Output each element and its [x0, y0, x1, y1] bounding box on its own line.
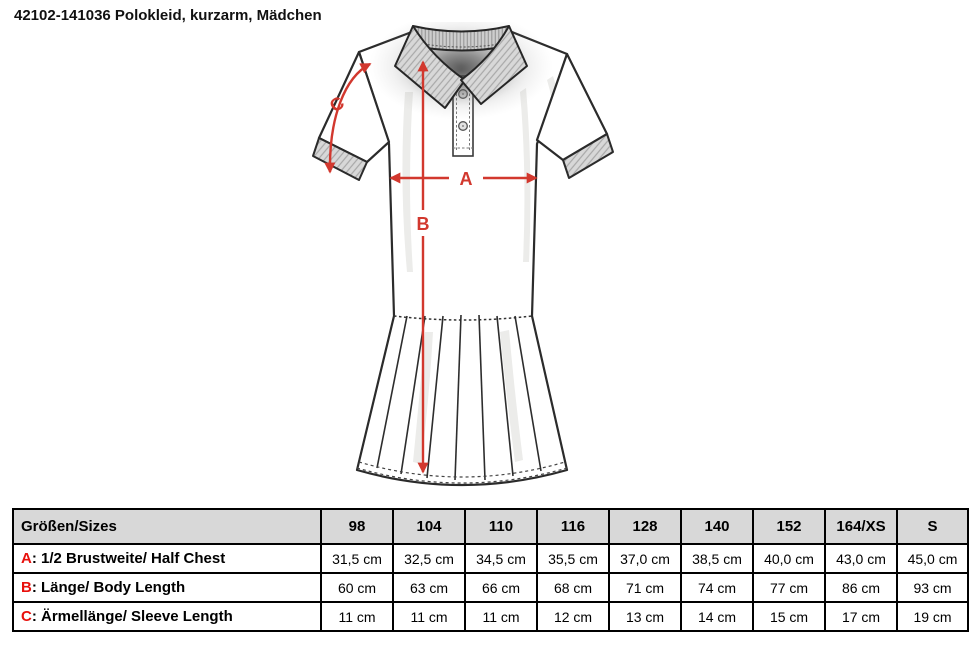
measurement-value-cell: 37,0 cm [609, 544, 681, 573]
size-col-header: 140 [681, 509, 753, 544]
measurement-value-cell: 74 cm [681, 573, 753, 602]
measurement-value-cell: 66 cm [465, 573, 537, 602]
measurement-value-cell: 11 cm [393, 602, 465, 631]
table-header-row [13, 509, 968, 544]
measurement-value-cell: 17 cm [825, 602, 897, 631]
measurement-value-cell: 93 cm [897, 573, 968, 602]
measurement-value-cell: 11 cm [465, 602, 537, 631]
measurement-value-cell: 32,5 cm [393, 544, 465, 573]
measurement-row-half-chest [13, 544, 968, 573]
measurement-value-cell: 12 cm [537, 602, 609, 631]
measurement-row-body-length [13, 573, 968, 602]
measurement-value-cell: 68 cm [537, 573, 609, 602]
size-col-header: S [897, 509, 968, 544]
measurement-row-sleeve-length [13, 602, 968, 631]
size-col-header: 104 [393, 509, 465, 544]
measurement-value-cell: 71 cm [609, 573, 681, 602]
garment-technical-drawing [295, 22, 635, 502]
measurement-value-cell: 38,5 cm [681, 544, 753, 573]
size-col-header: 152 [753, 509, 825, 544]
product-title: 42102-141036 Polokleid, kurzarm, Mädchen [14, 7, 322, 24]
size-col-header: 164/XS [825, 509, 897, 544]
measurement-value-cell: 14 cm [681, 602, 753, 631]
measurement-value-cell: 45,0 cm [897, 544, 968, 573]
measure-label-text: : Ärmellänge/ Sleeve Length [31, 608, 233, 625]
size-col-header: 128 [609, 509, 681, 544]
measurement-row-label [13, 573, 321, 602]
measurement-value-cell: 15 cm [753, 602, 825, 631]
size-col-header: 98 [321, 509, 393, 544]
size-col-header: 110 [465, 509, 537, 544]
measurement-value-cell: 35,5 cm [537, 544, 609, 573]
measure-letter: A [21, 550, 32, 567]
measurement-value-cell: 31,5 cm [321, 544, 393, 573]
measurement-value-cell: 34,5 cm [465, 544, 537, 573]
measurement-value-cell: 11 cm [321, 602, 393, 631]
measurement-value-cell: 86 cm [825, 573, 897, 602]
measurement-value-cell: 19 cm [897, 602, 968, 631]
measurement-value-cell: 40,0 cm [753, 544, 825, 573]
measurement-value-cell: 60 cm [321, 573, 393, 602]
measurement-value-cell: 43,0 cm [825, 544, 897, 573]
measure-label-a: A [459, 169, 473, 189]
measurement-value-cell: 13 cm [609, 602, 681, 631]
measure-label-text: : 1/2 Brustweite/ Half Chest [31, 550, 226, 567]
measure-label-b: B [416, 214, 430, 234]
size-col-header: 116 [537, 509, 609, 544]
measure-label-text: : Länge/ Body Length [31, 579, 186, 596]
table-header-label: Größen/Sizes [13, 509, 321, 544]
measure-label-c: C [326, 92, 348, 117]
measure-letter: B [21, 579, 32, 596]
measurement-value-cell: 63 cm [393, 573, 465, 602]
measurement-row-label [13, 602, 321, 631]
measurement-row-label [13, 544, 321, 573]
measurement-value-cell: 77 cm [753, 573, 825, 602]
measure-letter: C [21, 608, 32, 625]
size-table [12, 508, 969, 632]
